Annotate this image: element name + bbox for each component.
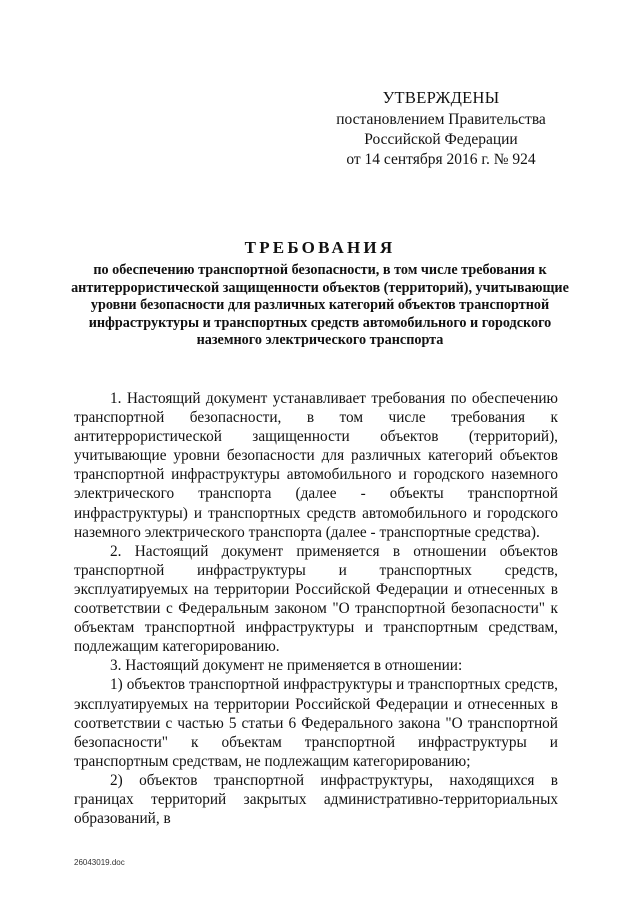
approval-line-1: постановлением Правительства bbox=[336, 111, 546, 128]
paragraph-1: 1. Настоящий документ устанавливает требования по обеспечению транспортной безопасности, в том числе требования к антитеррористической защищенности объектов (территорий), учитывающие уровни безопасности для различных категорий объектов транспортной инфраструктуры автомобильного и городского наземного электрического транспорта (далее - объекты транспортной инфраструктуры) и транспортных средств автомобильного и городского наземного электрического транспорта (далее - транспортные средства). bbox=[74, 390, 558, 541]
title-block bbox=[60, 238, 580, 350]
paragraph-3-item-2: 2) объектов транспортной инфраструктуры, находящихся в границах территорий закрытых административно-территориальных образований, в bbox=[74, 771, 558, 828]
paragraph-3: 3. Настоящий документ не применяется в отношении: bbox=[110, 657, 463, 675]
approval-line-2: Российской Федерации bbox=[364, 131, 518, 148]
file-name-footer: 26043019.doc bbox=[74, 858, 125, 867]
approval-block bbox=[320, 88, 562, 170]
document-subtitle: по обеспечению транспортной безопасности, в том числе требования к антитеррористической защищенности объектов (территорий), учитывающие уровни безопасности для различных категорий объектов транспортной инфраструктуры и транспортных средств автомобильного и городского наземного электрического транспорта bbox=[71, 262, 569, 349]
approval-heading: УТВЕРЖДЕНЫ bbox=[382, 88, 500, 107]
paragraph-2: 2. Настоящий документ применяется в отношении объектов транспортной инфраструктуры и транспортных средств, эксплуатируемых на территории Российской Федерации и отнесенных в соответствии с Федеральным законом "О транспортной безопасности" к объектам транспортной инфраструктуры и транспортным средствам, подлежащим категорированию. bbox=[74, 542, 558, 656]
document-title: ТРЕБОВАНИЯ bbox=[244, 238, 396, 257]
approval-line-3: от 14 сентября 2016 г. № 924 bbox=[346, 151, 536, 168]
document-body bbox=[74, 389, 558, 828]
paragraph-3-item-1: 1) объектов транспортной инфраструктуры и транспортных средств, эксплуатируемых на территории Российской Федерации и отнесенных в соответствии с частью 5 статьи 6 Федерального закона "О транспортной безопасности" к объектам транспортной инфраструктуры и транспортным средствам, не подлежащим категорированию; bbox=[74, 676, 558, 770]
